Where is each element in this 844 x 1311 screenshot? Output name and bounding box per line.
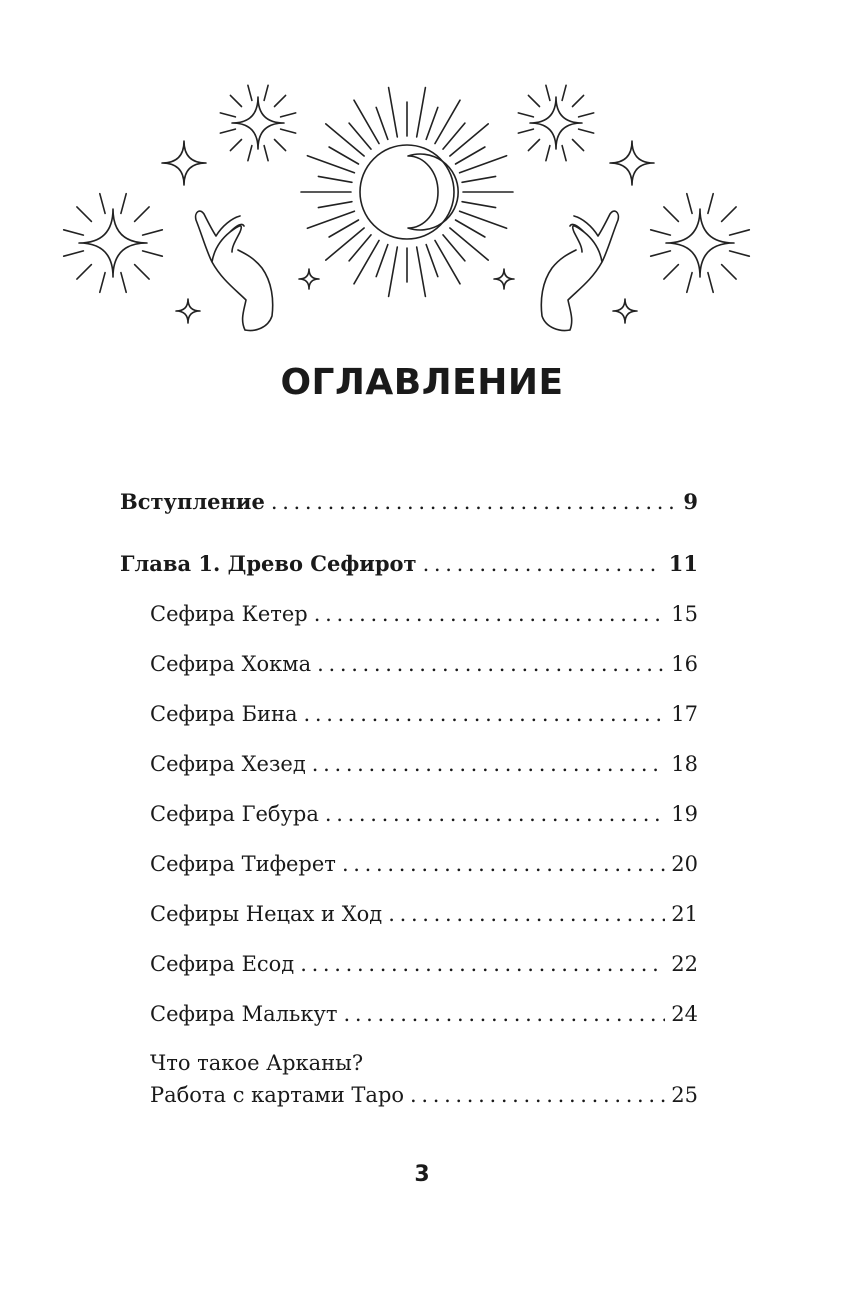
toc-entry[interactable] [150, 948, 698, 980]
page-title: ОГЛАВЛЕНИЕ [280, 362, 564, 403]
toc-leader-dots [312, 748, 666, 780]
toc-entry-page: 15 [671, 602, 698, 626]
toc-entry-page: 17 [671, 702, 698, 726]
toc-entry-label: Сефира Хокма [150, 652, 312, 676]
toc-entry-label: Сефира Тиферет [150, 852, 336, 876]
page-number: 3 [414, 1162, 430, 1187]
toc-entry-page: 16 [671, 652, 698, 676]
toc-entry-page: 24 [671, 1002, 698, 1026]
toc-entry-label: Работа с картами Таро [150, 1083, 405, 1107]
toc-entry[interactable] [150, 648, 698, 680]
toc-entry-page: 19 [671, 802, 698, 826]
toc-leader-dots [317, 648, 665, 680]
toc-entry-label: Сефира Малькут [150, 1002, 338, 1026]
toc-entry-page: 25 [671, 1083, 698, 1107]
toc-entry[interactable] [150, 848, 698, 880]
toc-entry[interactable] [150, 1047, 698, 1111]
toc-entry-label: Сефира Гебура [150, 802, 319, 826]
toc-entry-page: 18 [671, 752, 698, 776]
toc-leader-dots [300, 948, 665, 980]
toc-leader-dots [325, 798, 665, 830]
toc-entry[interactable] [120, 486, 698, 518]
toc-entry[interactable] [150, 748, 698, 780]
toc-leader-dots [314, 598, 666, 630]
toc-entry[interactable] [150, 898, 698, 930]
toc-entry[interactable] [120, 548, 698, 580]
toc-leader-dots [388, 898, 665, 930]
toc-leader-dots [343, 998, 665, 1030]
toc-entry[interactable] [150, 698, 698, 730]
toc-entry-label: Сефира Хезед [150, 752, 306, 776]
toc-entry-page: 9 [683, 489, 698, 514]
toc-entry-label: Сефиры Нецах и Ход [150, 902, 383, 926]
toc-entry-label-line1: Что такое Арканы? [150, 1051, 364, 1075]
toc-leader-dots [271, 486, 678, 518]
toc-entry-page: 21 [671, 902, 698, 926]
toc-leader-dots [304, 698, 666, 730]
toc-entry[interactable] [150, 798, 698, 830]
toc-entry-page: 20 [671, 852, 698, 876]
toc-entry[interactable] [150, 998, 698, 1030]
toc-entry-label: Вступление [120, 489, 265, 514]
toc-leader-dots [410, 1079, 665, 1111]
toc-entry-page: 22 [671, 952, 698, 976]
toc-leader-dots [342, 848, 665, 880]
toc-entry-page: 11 [668, 551, 698, 576]
toc-leader-dots [423, 548, 663, 580]
toc-entry[interactable] [150, 598, 698, 630]
toc-entry-label: Сефира Бина [150, 702, 298, 726]
toc-entry-label: Сефира Кетер [150, 602, 308, 626]
toc-entry-label: Глава 1. Древо Сефирот [120, 551, 417, 576]
toc-entry-label: Сефира Есод [150, 952, 295, 976]
